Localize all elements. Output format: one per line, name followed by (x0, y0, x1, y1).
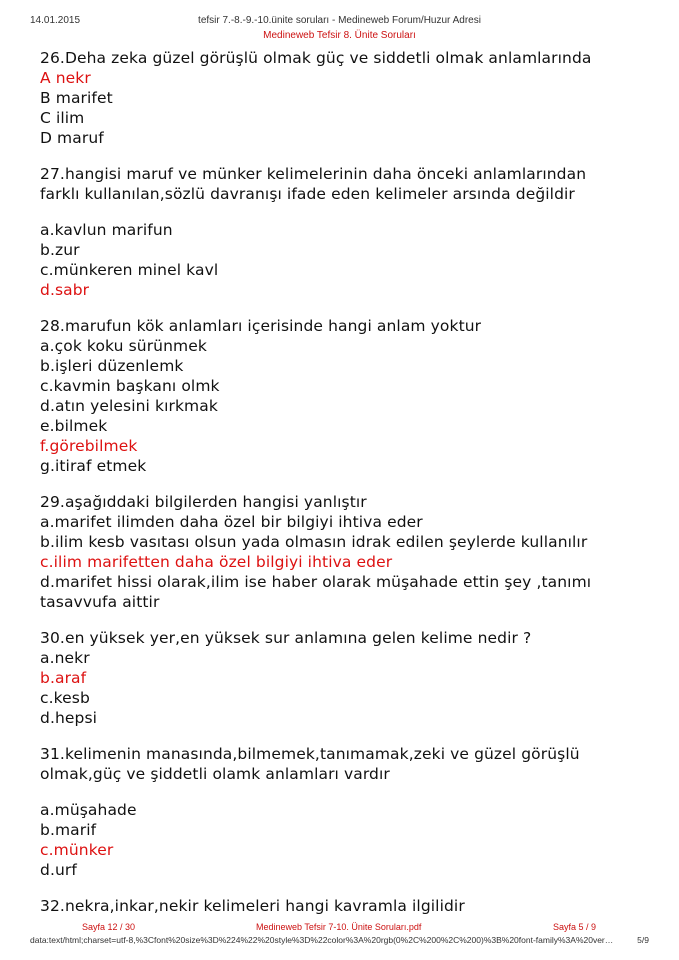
answer-option: C ilim (40, 109, 85, 127)
answer-option: c.kavmin başkanı olmk (40, 377, 220, 395)
question-q26 (40, 48, 670, 148)
question-text: 28.marufun kök anlamları içerisinde hangi anlam yoktur (40, 317, 482, 335)
footer-filename: Medineweb Tefsir 7-10. Ünite Soruları.pdf (256, 922, 422, 932)
question-text: 27.hangisi maruf ve münker kelimelerinin daha önceki anlamlarından (40, 165, 587, 183)
question-q29 (40, 492, 670, 612)
footer-url: data:text/html;charset=utf-8,%3Cfont%20size%3D%224%22%20style%3D%22color%3A%20rgb(0%2C%200%2C%200)%3B%20font-family%3A%20ver… (30, 935, 614, 945)
question-text: 31.kelimenin manasında,bilmemek,tanımamak,zeki ve güzel görüşlü (40, 745, 580, 763)
question-q28 (40, 316, 670, 476)
answer-option: a.kavlun marifun (40, 221, 173, 239)
question-text: 30.en yüksek yer,en yüksek sur anlamına gelen kelime nedir ? (40, 629, 532, 647)
question-list (40, 48, 670, 922)
answer-option: farklı kullanılan,sözlü davranışı ifade eden kelimeler arsında değildir (40, 185, 575, 203)
answer-option: e.bilmek (40, 417, 108, 435)
correct-answer-option: A nekr (40, 69, 91, 87)
spacer (40, 784, 670, 800)
correct-answer-option: b.araf (40, 669, 87, 687)
question-text: 32.nekra,inkar,nekir kelimeleri hangi kavramla ilgilidir (40, 897, 465, 915)
answer-option: b.işleri düzenlemk (40, 357, 184, 375)
answer-option: a.nekr (40, 649, 90, 667)
answer-option: g.itiraf etmek (40, 457, 147, 475)
footer-page-right: Sayfa 5 / 9 (553, 922, 597, 932)
question-text: 26.Deha zeka güzel görüşlü olmak güç ve siddetli olmak anlamlarında (40, 49, 592, 67)
answer-option: b.ilim kesb vasıtası olsun yada olmasın idrak edilen şeylerde kullanılır (40, 533, 588, 551)
answer-option: a.müşahade (40, 801, 137, 819)
answer-option: olmak,güç ve şiddetli olamk anlamları vardır (40, 765, 390, 783)
answer-option: D maruf (40, 129, 104, 147)
footer-page-left: Sayfa 12 / 30 (82, 922, 136, 932)
answer-option: b.marif (40, 821, 97, 839)
answer-option: c.münkeren minel kavl (40, 261, 219, 279)
question-q27 (40, 164, 670, 300)
correct-answer-option: d.sabr (40, 281, 90, 299)
answer-option: d.urf (40, 861, 77, 879)
answer-option: a.marifet ilimden daha özel bir bilgiyi ihtiva eder (40, 513, 423, 531)
footer-print-page: 5/9 (637, 935, 649, 945)
question-q32 (40, 896, 670, 916)
answer-option: d.atın yelesini kırkmak (40, 397, 218, 415)
spacer (40, 204, 670, 220)
answer-option: tasavvufa aittir (40, 593, 160, 611)
correct-answer-option: c.münker (40, 841, 114, 859)
document-subtitle: Medineweb Tefsir 8. Ünite Soruları (263, 30, 416, 41)
answer-option: B marifet (40, 89, 113, 107)
correct-answer-option: c.ilim marifetten daha özel bilgiyi ihtiva eder (40, 553, 393, 571)
header-date: 14.01.2015 (30, 15, 81, 26)
question-q30 (40, 628, 670, 728)
answer-option: b.zur (40, 241, 80, 259)
question-text: 29.aşağıddaki bilgilerden hangisi yanlıştır (40, 493, 367, 511)
correct-answer-option: f.görebilmek (40, 437, 138, 455)
answer-option: d.marifet hissi olarak,ilim ise haber olarak müşahade ettin şey ,tanımı (40, 573, 592, 591)
answer-option: a.çok koku sürünmek (40, 337, 207, 355)
answer-option: d.hepsi (40, 709, 98, 727)
answer-option: c.kesb (40, 689, 90, 707)
header-title: tefsir 7.-8.-9.-10.ünite soruları - Medineweb Forum/Huzur Adresi (198, 15, 481, 26)
question-q31 (40, 744, 670, 880)
